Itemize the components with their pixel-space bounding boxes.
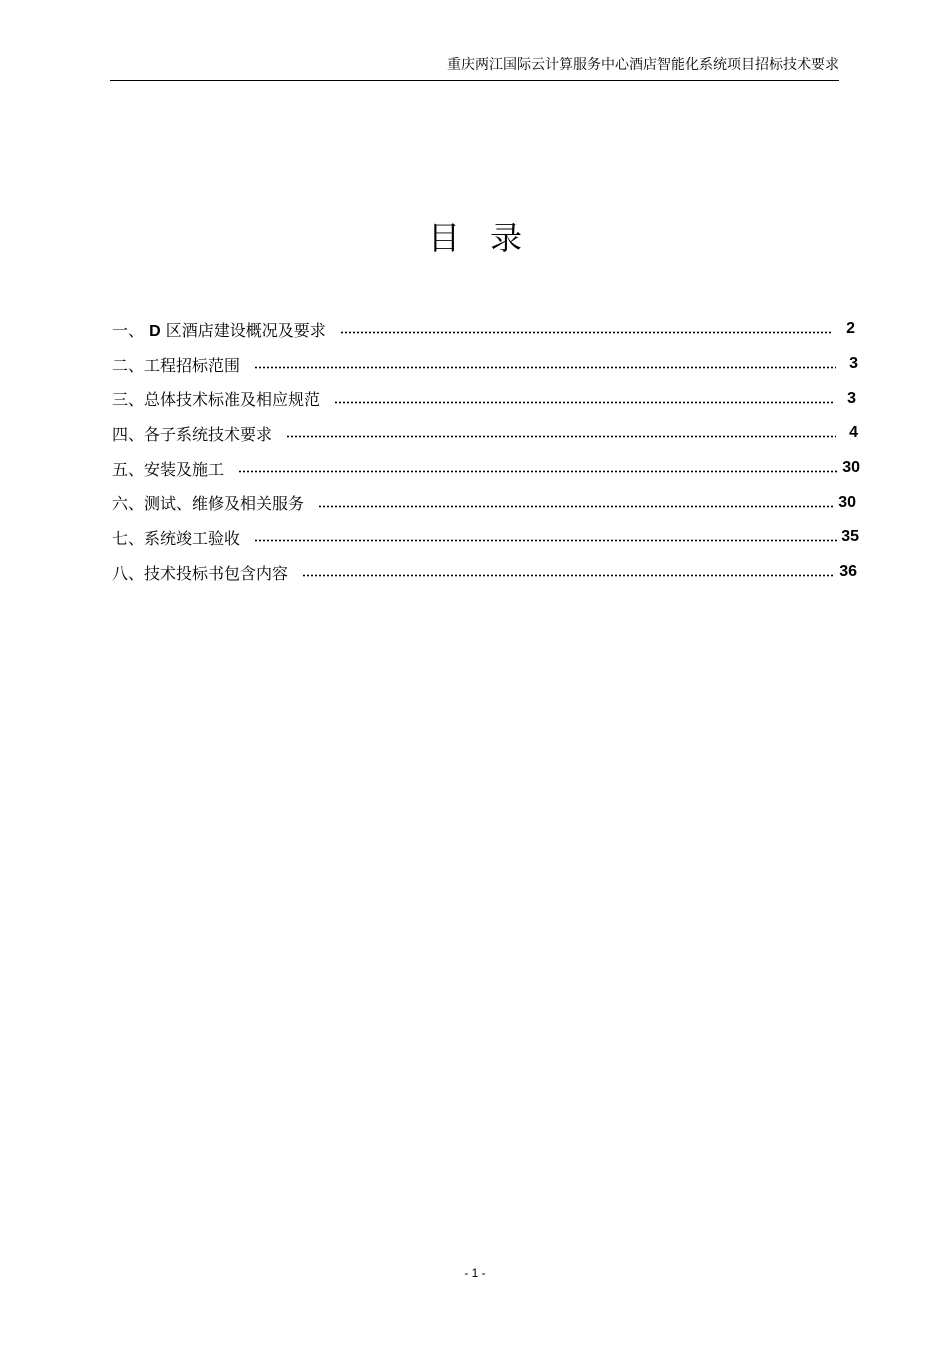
toc-entry[interactable]: [112, 381, 856, 416]
toc-entry[interactable]: [112, 451, 860, 486]
toc-entry-label: 三、总体技术标准及相应规范: [112, 390, 321, 410]
toc-entry[interactable]: [112, 485, 856, 520]
toc-title: 目录: [427, 219, 552, 257]
toc-entry-label: 六、测试、维修及相关服务: [112, 494, 305, 514]
toc-entry-label: 七、系统竣工验收: [112, 528, 241, 548]
toc-leader: [334, 394, 834, 404]
toc-leader: [318, 498, 834, 508]
toc-leader: [254, 532, 837, 542]
toc-page-number: 35: [841, 528, 859, 546]
toc-entry[interactable]: [112, 312, 855, 347]
toc-leader: [286, 428, 836, 438]
toc-entry-label: 一、 D 区酒店建设概况及要求: [112, 320, 326, 340]
toc-page-number: 3: [847, 389, 856, 407]
toc-page-number: 4: [849, 424, 858, 442]
toc-page-number: 3: [849, 355, 858, 373]
toc-entry[interactable]: [112, 416, 858, 451]
toc-leader: [302, 567, 835, 577]
toc-page-number: 30: [838, 493, 856, 511]
toc-entry[interactable]: [112, 555, 857, 590]
page-number-footer: - 1 -: [464, 1266, 486, 1280]
toc-entry-label: 四、各子系统技术要求: [112, 424, 273, 444]
header-rule: [110, 80, 839, 81]
toc-entry[interactable]: [112, 520, 859, 555]
running-header: 重庆两江国际云计算服务中心酒店智能化系统项目招标技术要求: [447, 57, 839, 73]
toc-entry-label: 二、工程招标范围: [112, 355, 241, 375]
toc-entry[interactable]: [112, 347, 858, 382]
toc-page-number: 36: [839, 563, 857, 581]
toc-entry-label: 八、技术投标书包含内容: [112, 563, 289, 583]
toc-entry-label: 五、安装及施工: [112, 459, 225, 479]
table-of-contents: [112, 312, 860, 590]
toc-leader: [238, 463, 838, 473]
toc-leader: [254, 359, 836, 369]
toc-page-number: 30: [842, 459, 860, 477]
toc-leader: [340, 324, 833, 334]
toc-page-number: 2: [846, 320, 855, 338]
